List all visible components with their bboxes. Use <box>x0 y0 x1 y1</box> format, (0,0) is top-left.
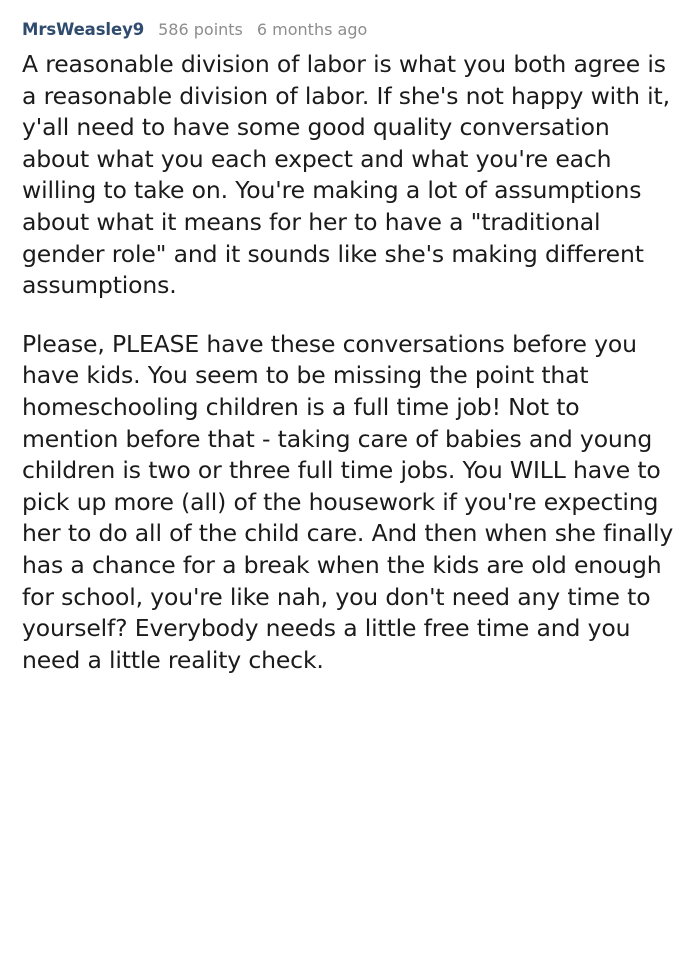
comment-author[interactable]: MrsWeasley9 <box>22 20 145 39</box>
comment-points: 586 points <box>158 20 243 39</box>
comment-paragraph: A reasonable division of labor is what you both agree is a reasonable division of labor. If she's not happy with it, y'all need to have some good quality conversation about what you each expect and what you're each willing to take on. You're making a lot of assumptions about what it means for her to have a "traditional gender role" and it sounds like she's making different assumptions. <box>22 50 670 300</box>
comment-header <box>22 20 680 39</box>
comment-body <box>22 49 680 676</box>
comment-timestamp: 6 months ago <box>256 20 368 39</box>
comment-paragraph: Please, PLEASE have these conversations before you have kids. You seem to be missing the point that homeschooling children is a full time job! Not to mention before that - taking care of babies and young children is two or three full time jobs. You WILL have to pick up more (all) of the housework if you're expecting her to do all of the child care. And then when she finally has a chance for a break when the kids are old enough for school, you're like nah, you don't need any time to yourself? Everybody needs a little free time and you need a little reality check. <box>22 329 674 674</box>
